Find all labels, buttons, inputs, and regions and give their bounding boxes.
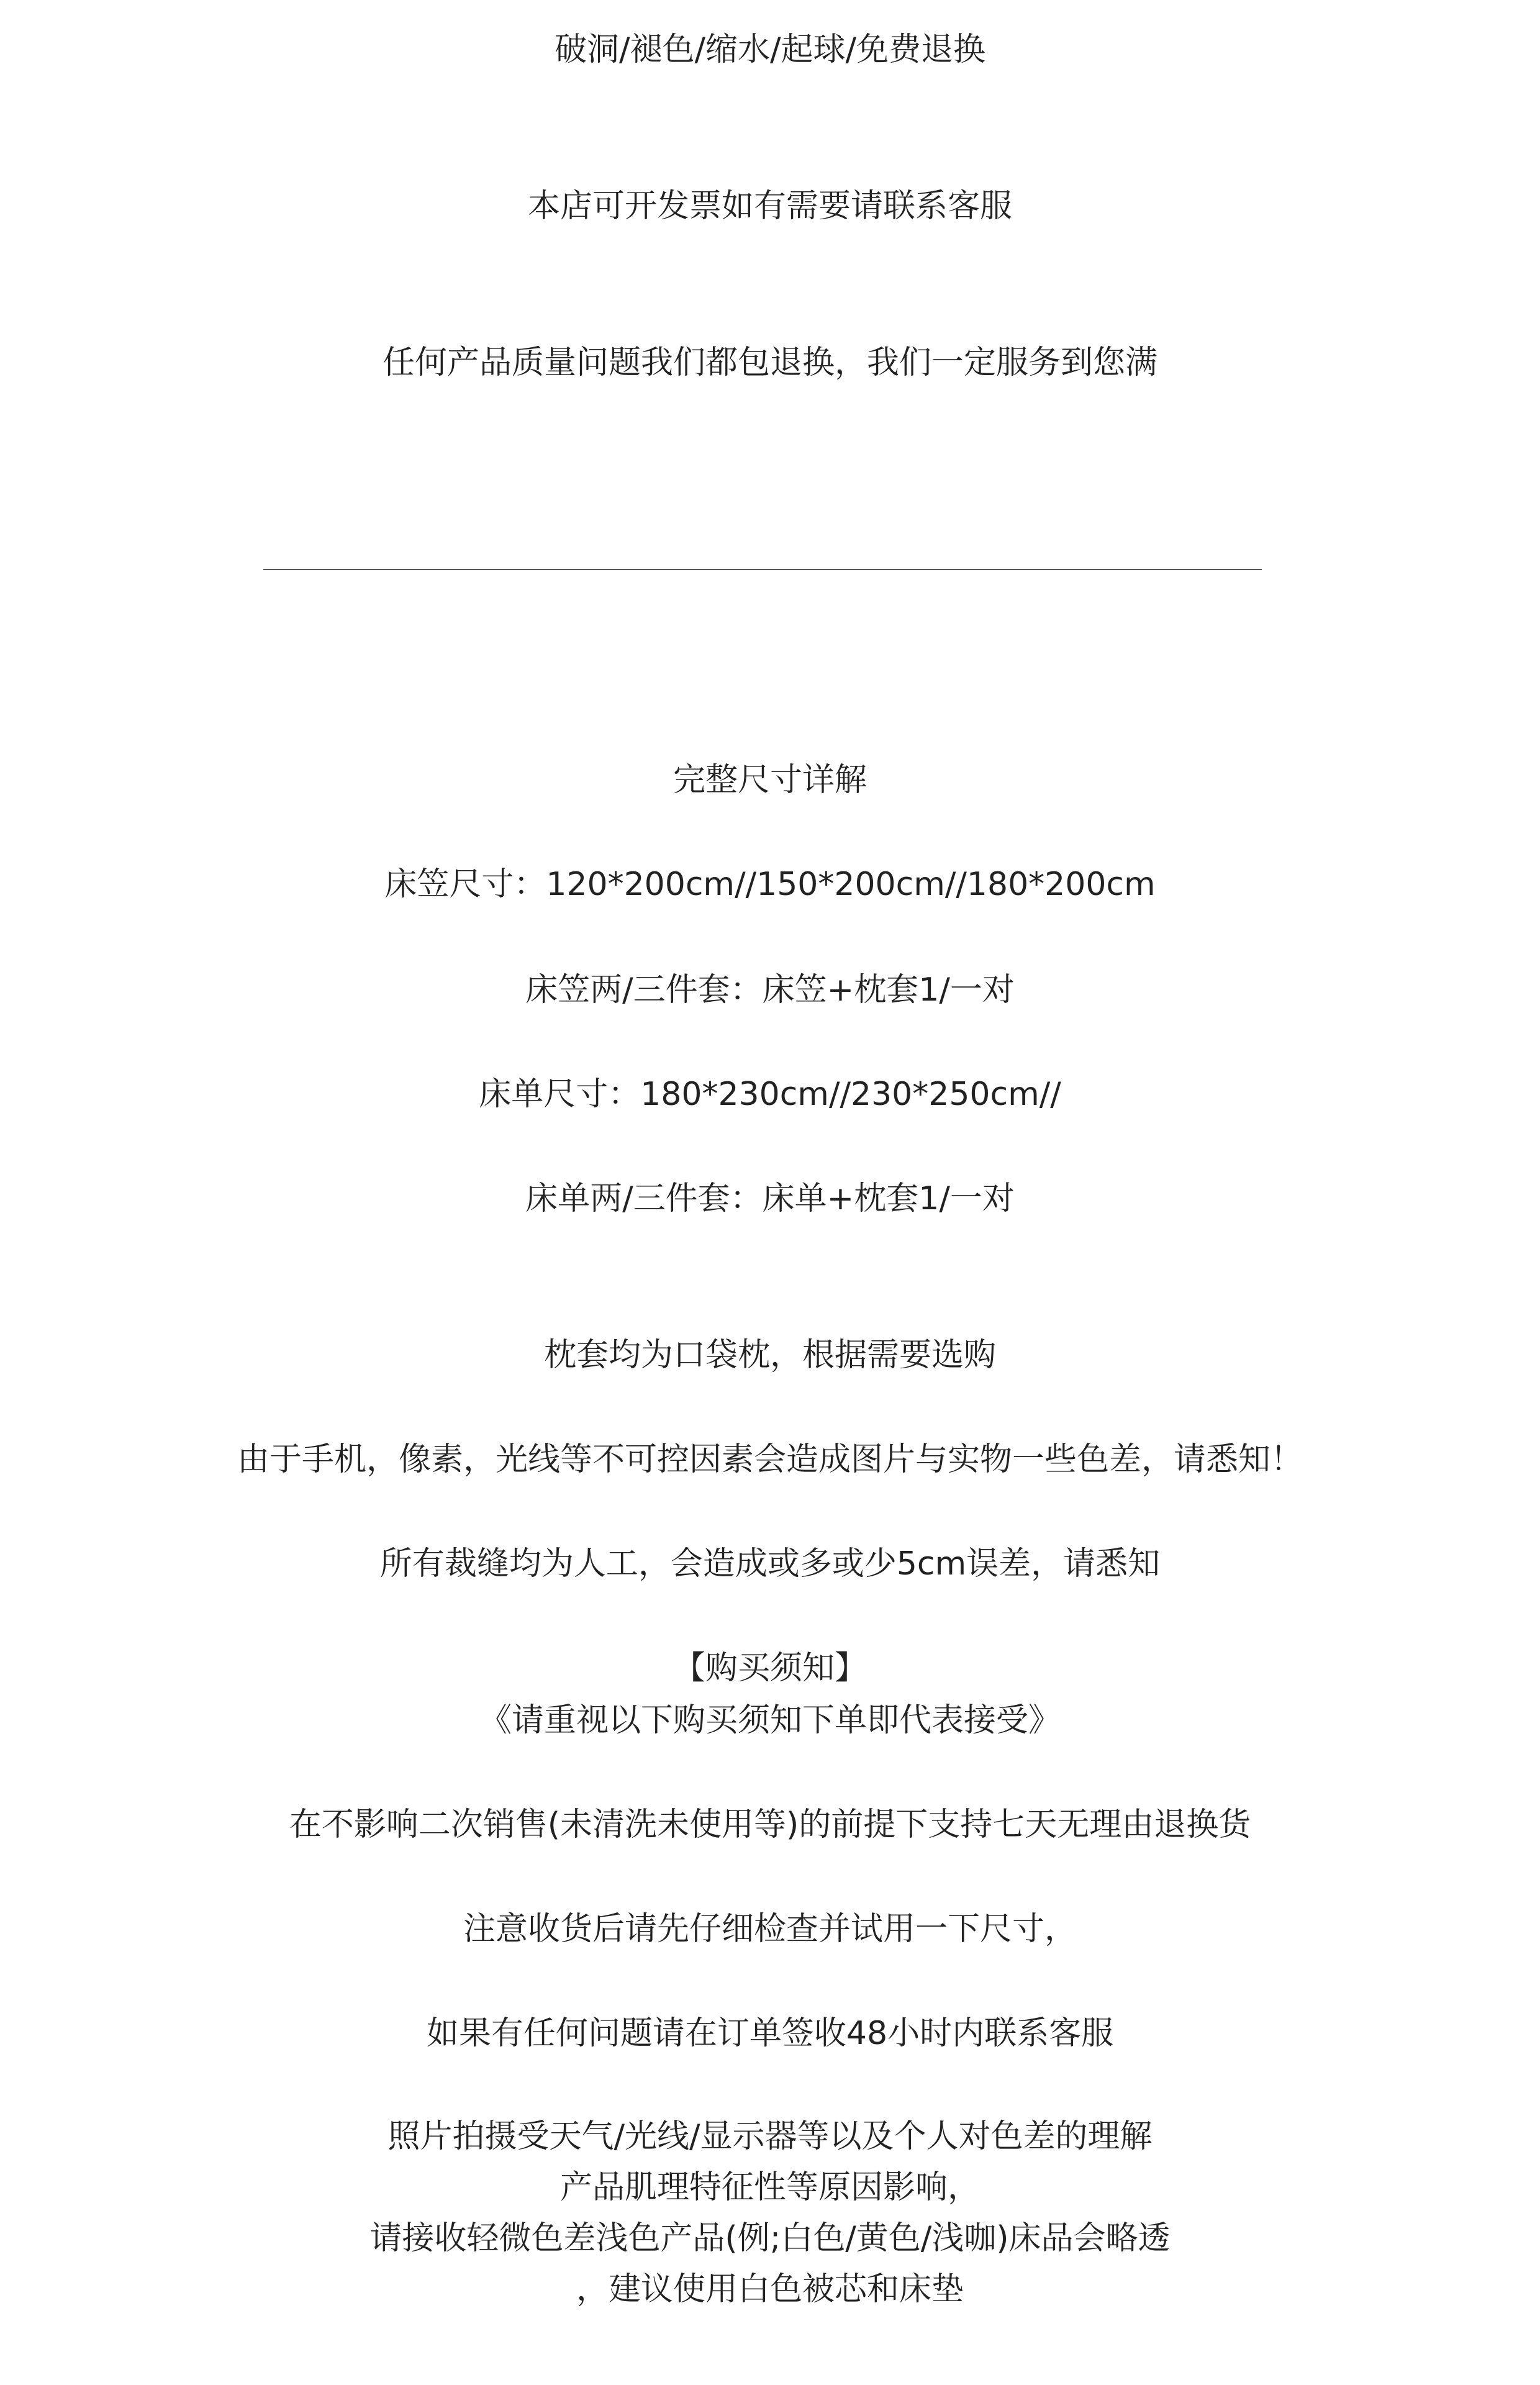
flat-sheet-set: 床单两/三件套：床单+枕套1/一对 bbox=[525, 1180, 1015, 1217]
section-divider bbox=[263, 569, 1262, 570]
purchase-notice-title: 【购买须知】 bbox=[673, 1650, 867, 1687]
invoice-notice: 本店可开发票如有需要请联系客服 bbox=[527, 188, 1012, 225]
free-exchange-notice: 破洞/褪色/缩水/起球/免费退换 bbox=[554, 31, 986, 68]
photo-note-line-2: 产品肌理特征性等原因影响， bbox=[559, 2169, 980, 2206]
sizes-heading: 完整尺寸详解 bbox=[673, 761, 867, 799]
sewing-error-note: 所有裁缝均为人工，会造成或多或少5cm误差，请悉知 bbox=[379, 1545, 1161, 1583]
flat-sheet-sizes: 床单尺寸：180*230cm//230*250cm// bbox=[479, 1076, 1061, 1113]
fitted-sheet-set: 床笠两/三件套：床笠+枕套1/一对 bbox=[525, 971, 1015, 1009]
fitted-sheet-sizes: 床笠尺寸：120*200cm//150*200cm//180*200cm bbox=[384, 866, 1156, 903]
purchase-notice-subtitle: 《请重视以下购买须知下单即代表接受》 bbox=[479, 1702, 1061, 1739]
return-policy: 在不影响二次销售(未清洗未使用等)的前提下支持七天无理由退换货 bbox=[289, 1806, 1251, 1843]
pillowcase-note: 枕套均为口袋枕，根据需要选购 bbox=[543, 1337, 996, 1374]
photo-note-line-4: ，建议使用白色被芯和床垫 bbox=[576, 2271, 964, 2308]
photo-note-line-3: 请接收轻微色差浅色产品(例;白色/黄色/浅咖)床品会略透 bbox=[369, 2220, 1171, 2257]
photo-note-line-1: 照片拍摄受天气/光线/显示器等以及个人对色差的理解 bbox=[387, 2118, 1153, 2155]
quality-guarantee-notice: 任何产品质量问题我们都包退换，我们一定服务到您满 bbox=[382, 344, 1157, 381]
check-size-note: 注意收货后请先仔细检查并试用一下尺寸， bbox=[463, 1910, 1077, 1948]
contact-note: 如果有任何问题请在订单签收48小时内联系客服 bbox=[426, 2015, 1114, 2052]
color-difference-note: 由于手机，像素，光线等不可控因素会造成图片与实物一些色差，请悉知！ bbox=[237, 1441, 1303, 1478]
